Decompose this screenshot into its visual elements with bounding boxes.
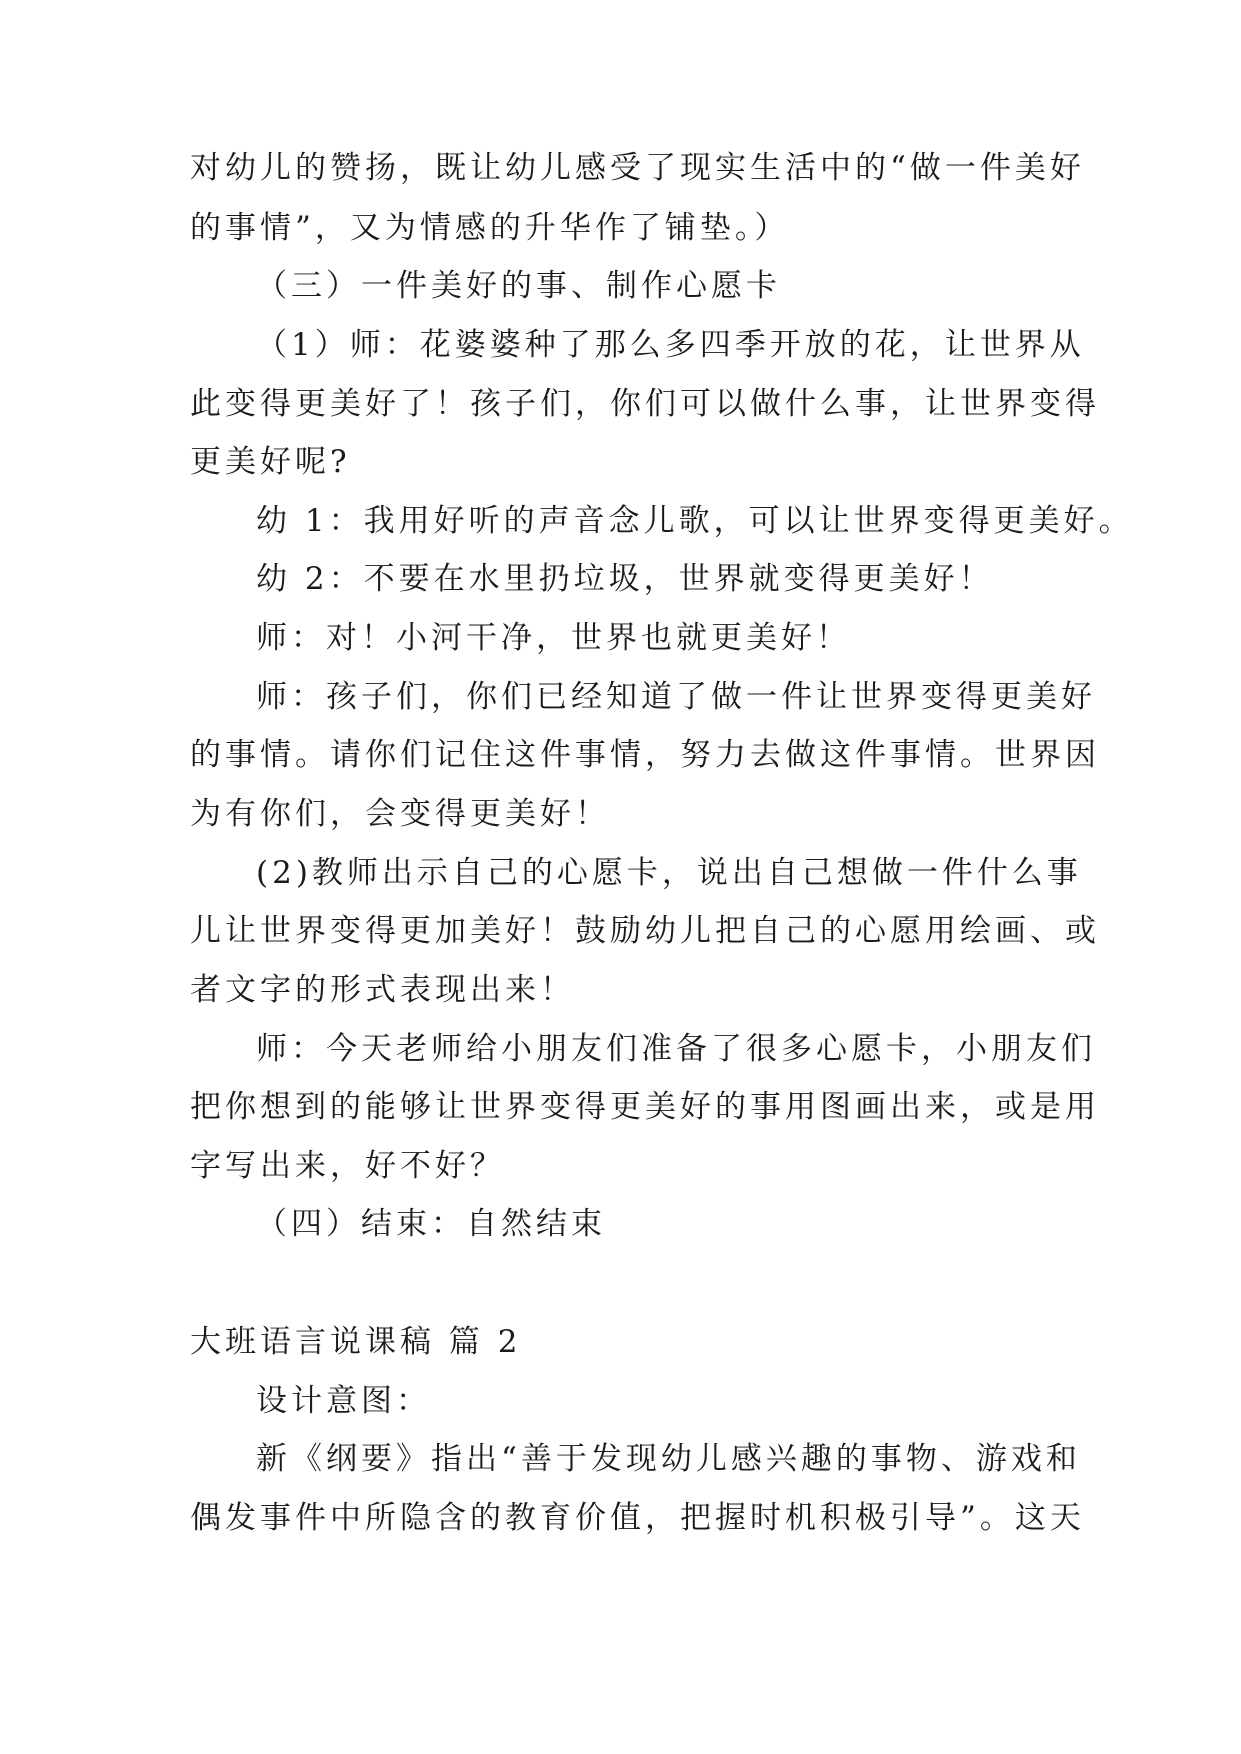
text-line: 设计意图：	[256, 1383, 431, 1419]
text-line: 幼 2：不要在水里扔垃圾，世界就变得更美好！	[256, 561, 994, 597]
section-heading: （四）结束：自然结束	[256, 1206, 606, 1242]
text-line: 的事情。请你们记住这件事情，努力去做这件事情。世界因	[190, 737, 1100, 773]
text-line: 新《纲要》指出“善于发现幼儿感兴趣的事物、游戏和	[256, 1441, 1081, 1477]
text-line: 此变得更美好了！孩子们，你们可以做什么事，让世界变得	[190, 386, 1100, 422]
text-line: 对幼儿的赞扬，既让幼儿感受了现实生活中的“做一件美好	[190, 150, 1085, 186]
text-line: 字写出来，好不好？	[190, 1148, 505, 1184]
text-line: (2)教师出示自己的心愿卡，说出自己想做一件什么事	[256, 855, 1082, 891]
document-title: 大班语言说课稿 篇 2	[190, 1324, 522, 1360]
text-line: 师：今天老师给小朋友们准备了很多心愿卡，小朋友们	[256, 1031, 1096, 1067]
text-line: 为有你们，会变得更美好！	[190, 796, 610, 832]
text-line: 偶发事件中所隐含的教育价值，把握时机积极引导”。这天	[190, 1500, 1085, 1536]
text-line: 者文字的形式表现出来！	[190, 972, 575, 1008]
text-line: 儿让世界变得更加美好！鼓励幼儿把自己的心愿用绘画、或	[190, 913, 1100, 949]
text-line: 师：对！小河干净，世界也就更美好！	[256, 620, 851, 656]
text-line: 幼 1：我用好听的声音念儿歌，可以让世界变得更美好。	[256, 503, 1134, 539]
section-heading: （三）一件美好的事、制作心愿卡	[256, 268, 781, 304]
text-line: 更美好呢?	[190, 444, 351, 480]
text-line: 的事情”，又为情感的升华作了铺垫。）	[190, 210, 790, 246]
text-line: 师：孩子们，你们已经知道了做一件让世界变得更美好	[256, 679, 1096, 715]
text-line: 把你想到的能够让世界变得更美好的事用图画出来，或是用	[190, 1089, 1100, 1125]
text-line: （1）师：花婆婆种了那么多四季开放的花，让世界从	[256, 327, 1085, 363]
